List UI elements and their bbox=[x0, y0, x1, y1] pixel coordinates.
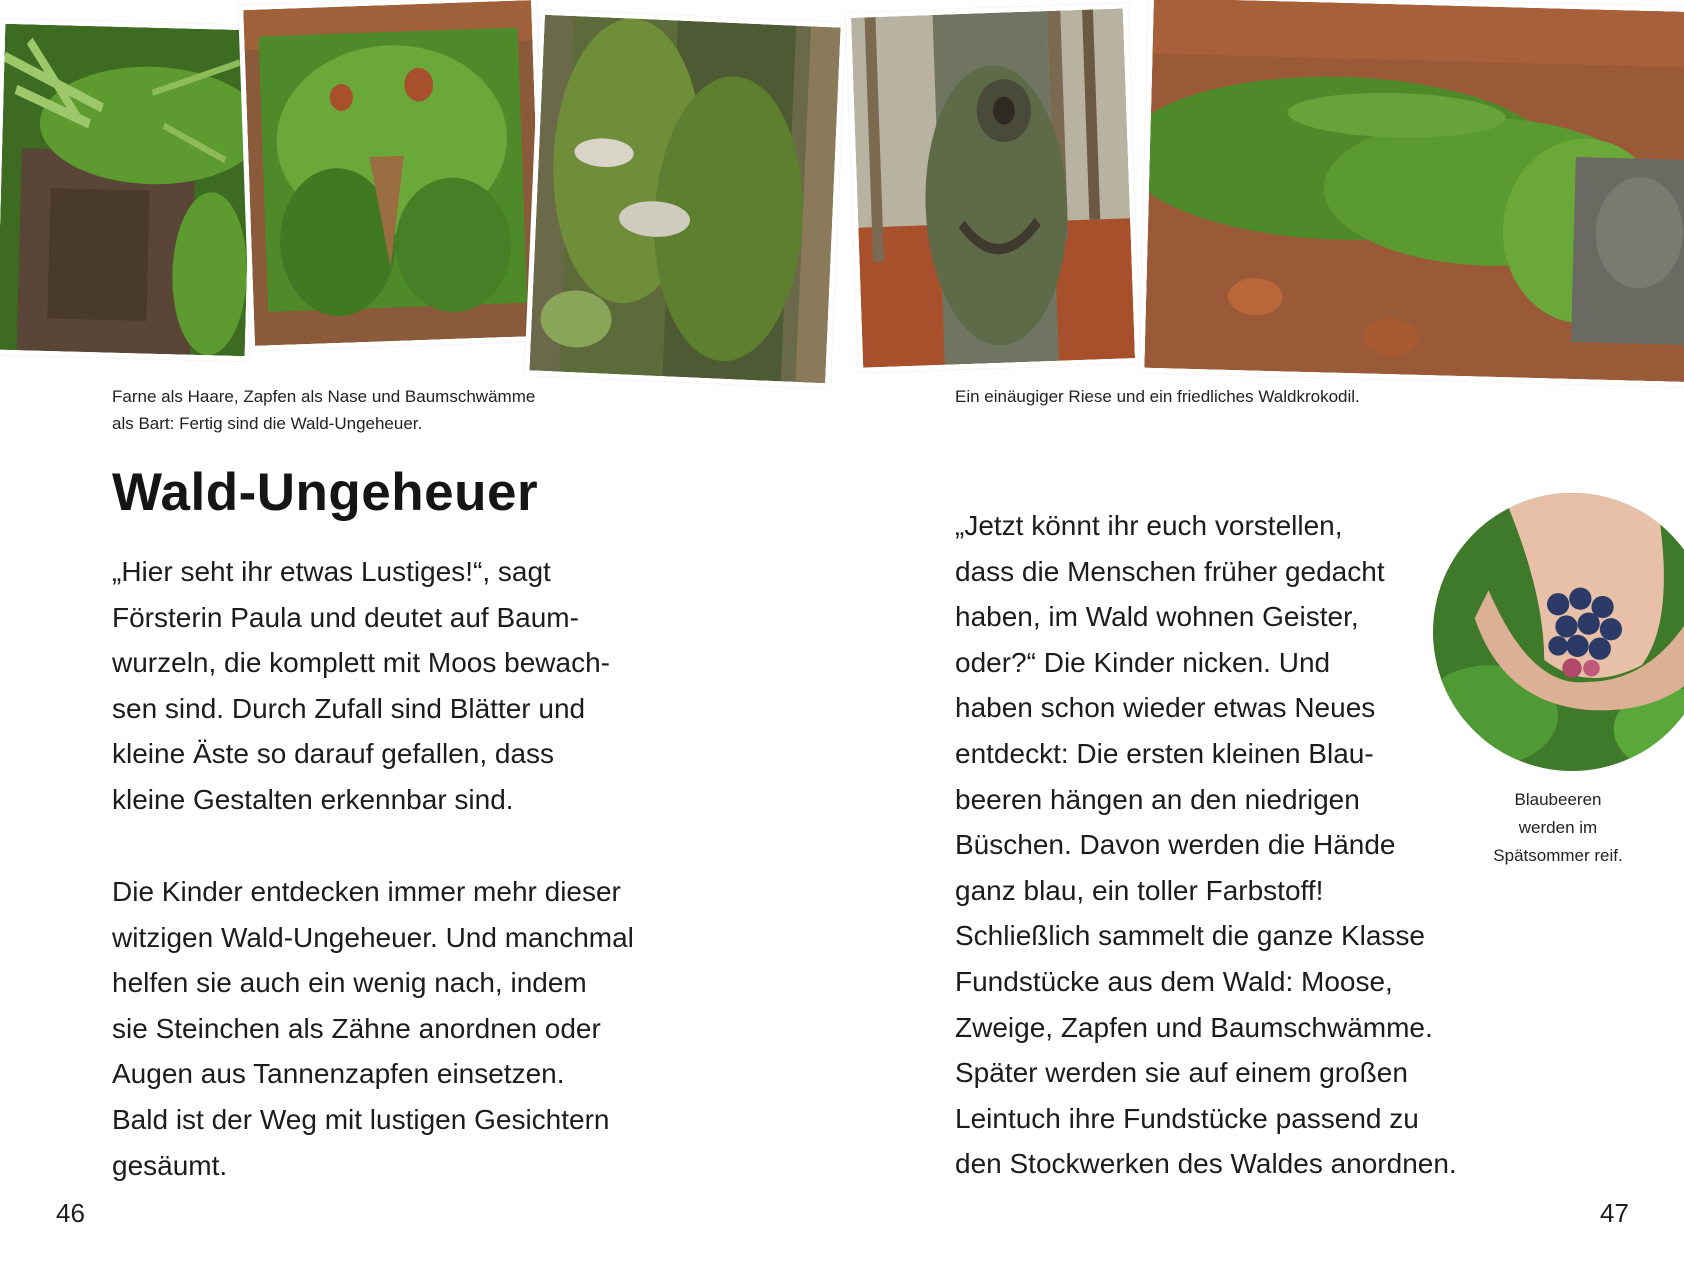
text-line: Später werden sie auf einem großen bbox=[955, 1057, 1408, 1089]
text-line: Fundstücke aus dem Wald: Moose, bbox=[955, 965, 1393, 997]
right-photo-caption bbox=[955, 383, 1360, 410]
text-line: Zweige, Zapfen und Baumschwämme. bbox=[955, 1011, 1433, 1043]
photo-bracket-fungus bbox=[524, 10, 846, 389]
page-title: Wald-Ungeheuer bbox=[112, 463, 539, 522]
text-line: beeren hängen an den niedrigen bbox=[955, 783, 1360, 815]
photo-moss-face bbox=[238, 0, 548, 351]
blueberry-caption bbox=[1460, 786, 1656, 870]
text-line: den Stockwerken des Waldes anordnen. bbox=[955, 1148, 1457, 1180]
text-line: Büschen. Davon werden die Hände bbox=[955, 829, 1396, 861]
text-line: wurzeln, die komplett mit Moos bewach- bbox=[112, 647, 610, 679]
text-line: entdeckt: Die ersten kleinen Blau- bbox=[955, 737, 1374, 769]
text-line: dass die Menschen früher gedacht bbox=[955, 555, 1385, 587]
text-line: Schließlich sammelt die ganze Klasse bbox=[955, 920, 1425, 952]
text-line: Die Kinder entdecken immer mehr dieser bbox=[112, 876, 621, 907]
page-number-right: 47 bbox=[1600, 1198, 1629, 1228]
photo-forest-crocodile bbox=[1139, 0, 1684, 387]
text-line: Försterin Paula und deutet auf Baum- bbox=[112, 601, 579, 633]
left-paragraph-2 bbox=[112, 869, 634, 1188]
text-line: gesäumt. bbox=[112, 1149, 228, 1181]
left-paragraph-1 bbox=[112, 549, 610, 823]
text-line: „Hier seht ihr etwas Lustiges!“, sagt bbox=[112, 556, 551, 587]
caption-line: Ein einäugiger Riese und ein friedliches Waldkrokodil. bbox=[955, 387, 1360, 406]
caption-line: Farne als Haare, Zapfen als Nase und Baumschwämme bbox=[112, 387, 536, 406]
text-line: sie Steinchen als Zähne anordnen oder bbox=[112, 1012, 601, 1044]
caption-line: Spätsommer reif. bbox=[1493, 846, 1623, 865]
caption-line: Blaubeeren bbox=[1514, 790, 1602, 809]
text-line: helfen sie auch ein wenig nach, indem bbox=[112, 967, 587, 999]
text-line: witzigen Wald-Ungeheuer. Und manchmal bbox=[112, 921, 634, 953]
text-line: Bald ist der Weg mit lustigen Gesichtern bbox=[112, 1103, 610, 1135]
caption-line: als Bart: Fertig sind die Wald-Ungeheuer. bbox=[112, 414, 423, 433]
text-line: „Jetzt könnt ihr euch vorstellen, bbox=[955, 510, 1343, 541]
text-line: sen sind. Durch Zufall sind Blätter und bbox=[112, 692, 586, 724]
right-paragraph bbox=[955, 503, 1457, 1187]
text-line: Augen aus Tannenzapfen einsetzen. bbox=[112, 1058, 565, 1090]
text-line: kleine Äste so darauf gefallen, dass bbox=[112, 738, 555, 770]
text-line: haben, im Wald wohnen Geister, bbox=[955, 601, 1359, 633]
text-line: oder?“ Die Kinder nicken. Und bbox=[955, 646, 1331, 678]
caption-line: werden im bbox=[1518, 818, 1598, 837]
page-number-left: 46 bbox=[56, 1198, 85, 1228]
text-line: Leintuch ihre Fundstücke passend zu bbox=[955, 1102, 1419, 1134]
photo-one-eyed-giant bbox=[846, 3, 1140, 373]
text-line: ganz blau, ein toller Farbstoff! bbox=[955, 874, 1324, 906]
text-line: kleine Gestalten erkennbar sind. bbox=[112, 783, 514, 815]
left-photo-caption bbox=[112, 383, 535, 437]
photo-fern-stump bbox=[0, 19, 258, 362]
text-line: haben schon wieder etwas Neues bbox=[955, 692, 1376, 724]
photo-blueberries bbox=[1433, 493, 1684, 771]
